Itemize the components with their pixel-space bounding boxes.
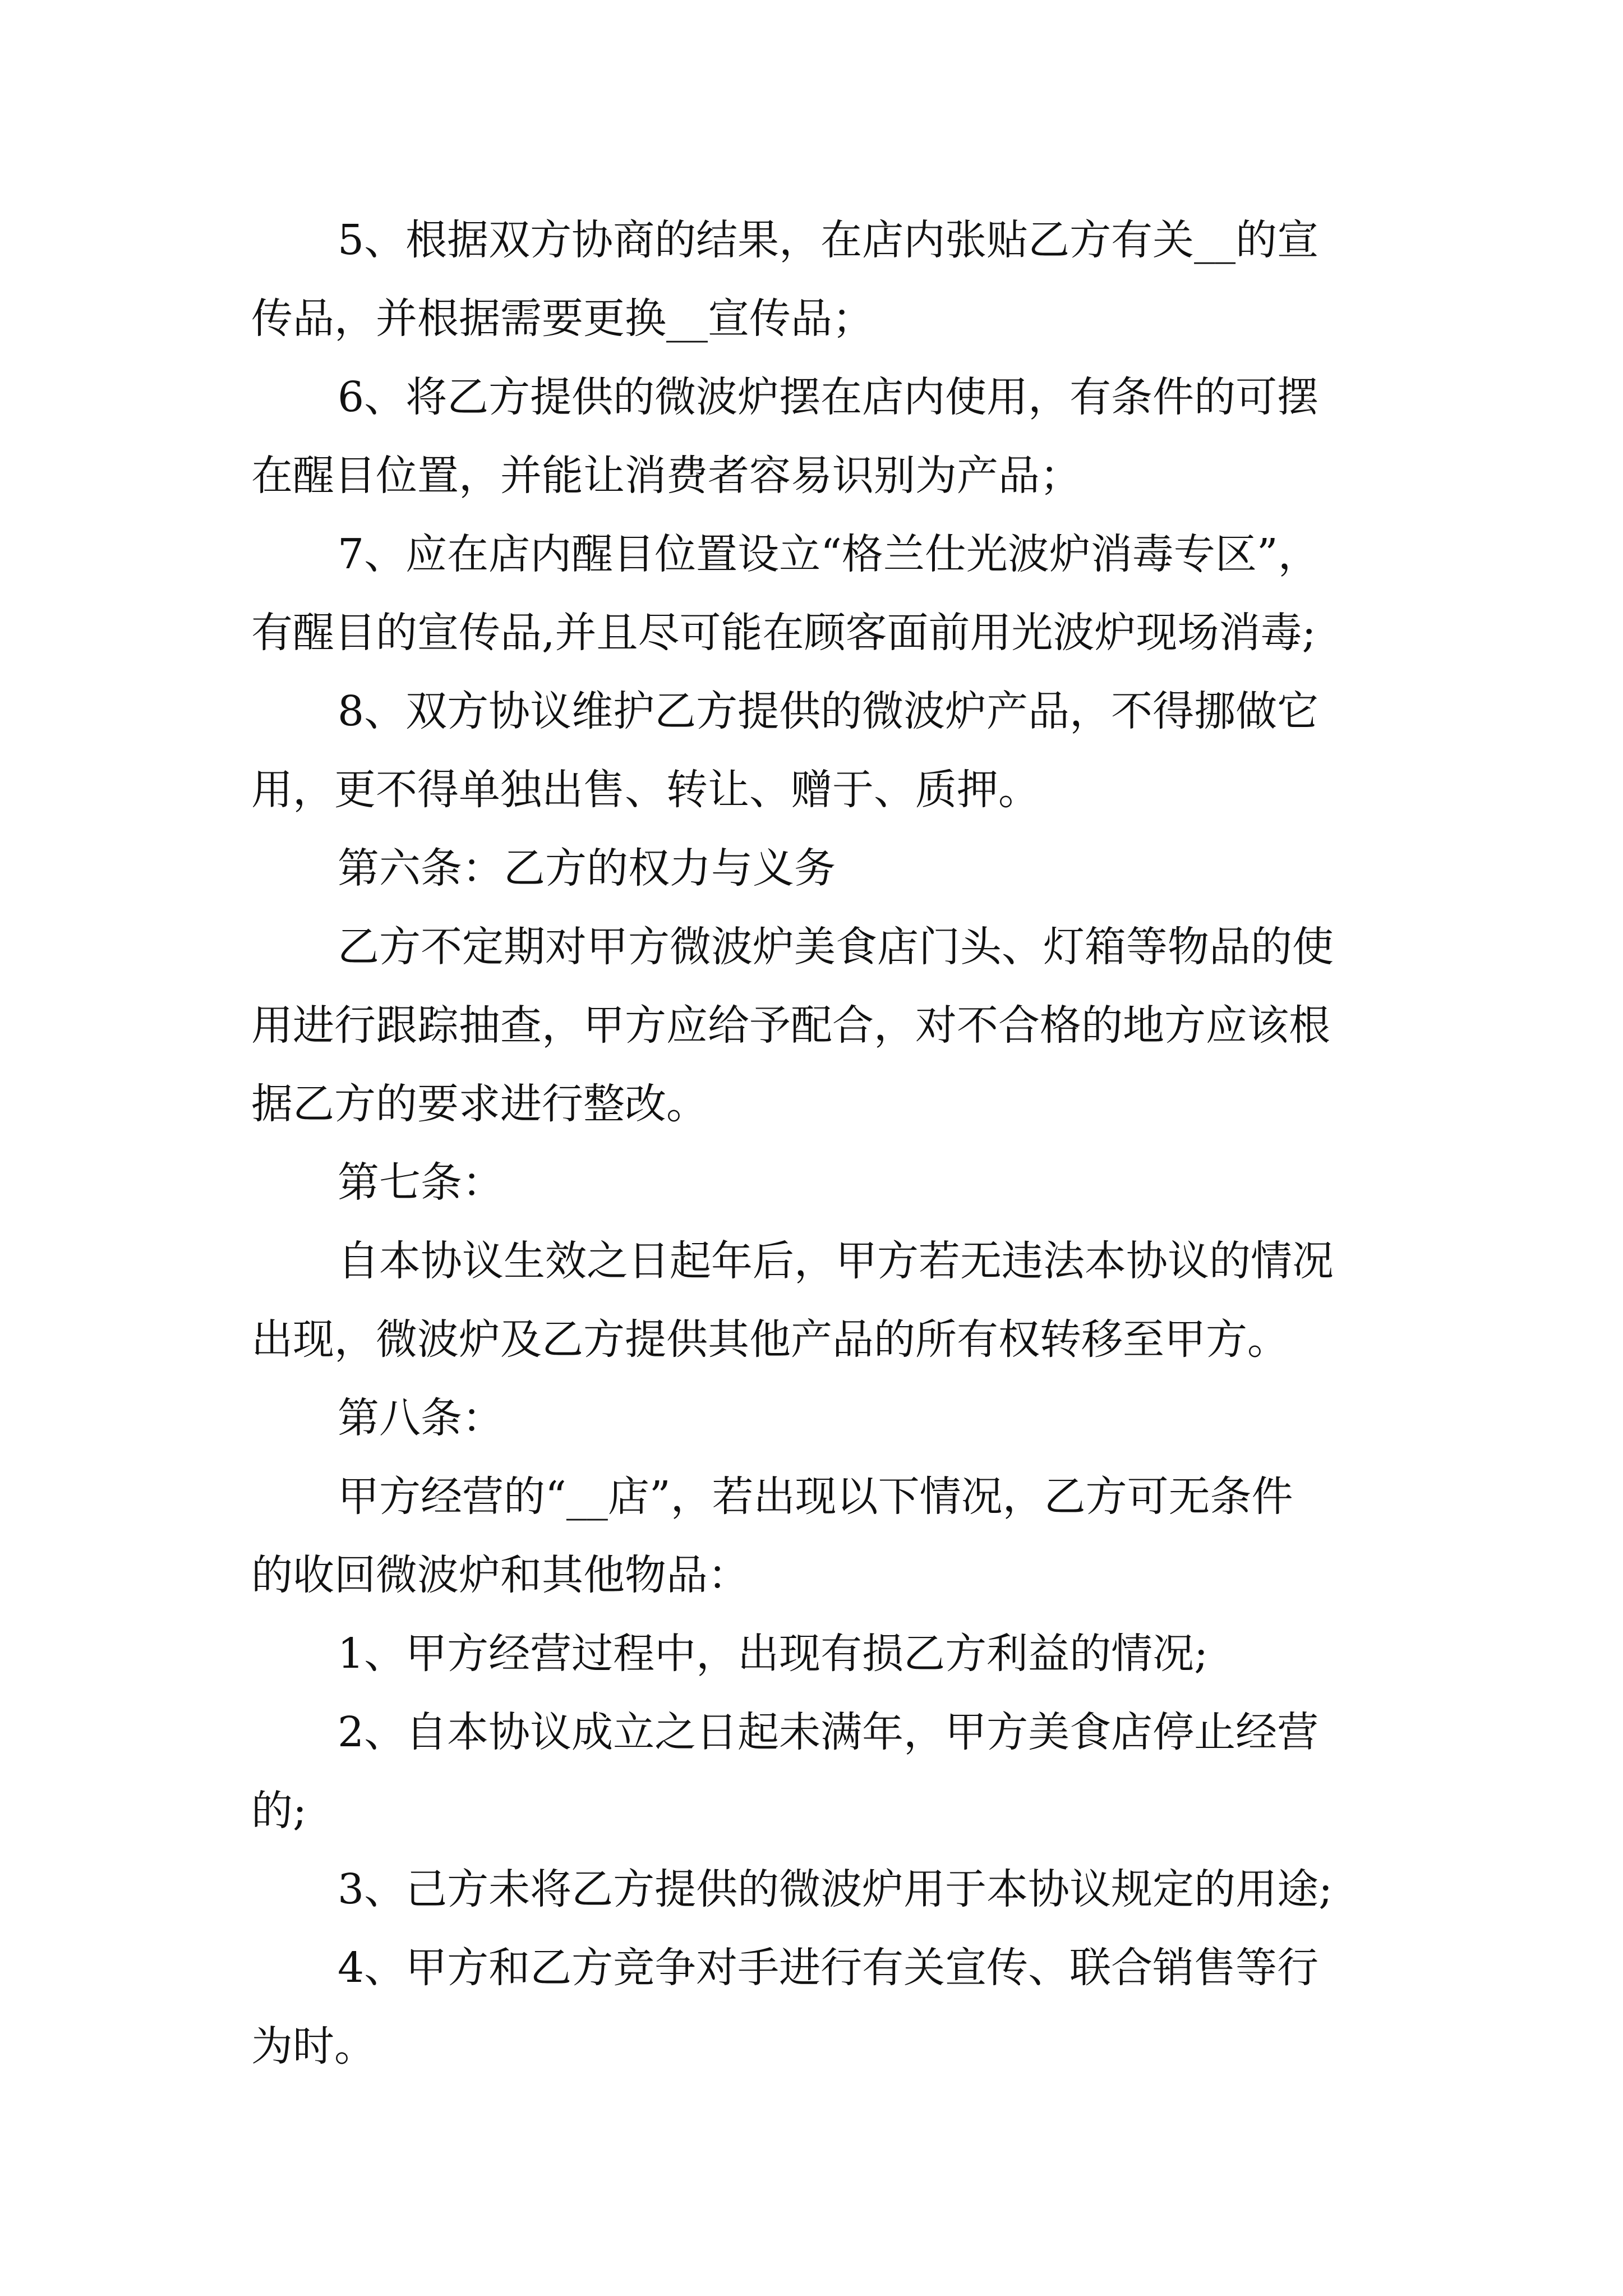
paragraph-line: 自本协议生效之日起年后，甲方若无违法本协议的情况 xyxy=(338,1237,1334,1285)
paragraph-line: 6、将乙方提供的微波炉摆在店内使用，有条件的可摆 xyxy=(338,373,1319,421)
paragraph-line: 用进行跟踪抽查，甲方应给予配合，对不合格的地方应该根 xyxy=(251,1001,1330,1050)
paragraph-line: 在醒目位置，并能让消费者容易识别为产品； xyxy=(251,452,1081,500)
paragraph-line: 用，更不得单独出售、转让、赠于、质押。 xyxy=(251,766,1040,814)
list-item-line: 4、甲方和乙方竞争对手进行有关宣传、联合销售等行 xyxy=(338,1944,1319,1992)
paragraph-line: 传品，并根据需要更换__宣传品； xyxy=(251,295,874,343)
paragraph-line: 有醒目的宣传品,并且尽可能在顾客面前用光波炉现场消毒; xyxy=(251,609,1316,657)
paragraph-line: 7、应在店内醒目位置设立“格兰仕光波炉消毒专区”， xyxy=(338,530,1320,578)
paragraph-line: 据乙方的要求进行整改。 xyxy=(251,1080,708,1128)
list-item-line: 的; xyxy=(251,1787,307,1835)
paragraph-line: 8、双方协议维护乙方提供的微波炉产品，不得挪做它 xyxy=(338,687,1319,735)
paragraph-line: 乙方不定期对甲方微波炉美食店门头、灯箱等物品的使 xyxy=(338,923,1334,971)
section-heading: 第七条： xyxy=(338,1158,504,1207)
list-item-line: 3、己方未将乙方提供的微波炉用于本协议规定的用途; xyxy=(338,1865,1333,1913)
paragraph-line: 甲方经营的“__店”，若出现以下情况，乙方可无条件 xyxy=(338,1473,1293,1521)
section-heading: 第八条： xyxy=(338,1394,504,1442)
list-item-line: 为时。 xyxy=(251,2022,376,2070)
paragraph-line: 的收回微波炉和其他物品： xyxy=(251,1551,749,1599)
paragraph-line: 5、根据双方协商的结果，在店内张贴乙方有关__的宣 xyxy=(338,216,1319,264)
section-heading: 第六条：乙方的权力与义务 xyxy=(338,844,836,892)
list-item-line: 1、甲方经营过程中，出现有损乙方利益的情况; xyxy=(338,1630,1209,1678)
paragraph-line: 出现，微波炉及乙方提供其他产品的所有权转移至甲方。 xyxy=(251,1315,1289,1364)
list-item-line: 2、自本协议成立之日起未满年，甲方美食店停止经营 xyxy=(338,1708,1319,1756)
